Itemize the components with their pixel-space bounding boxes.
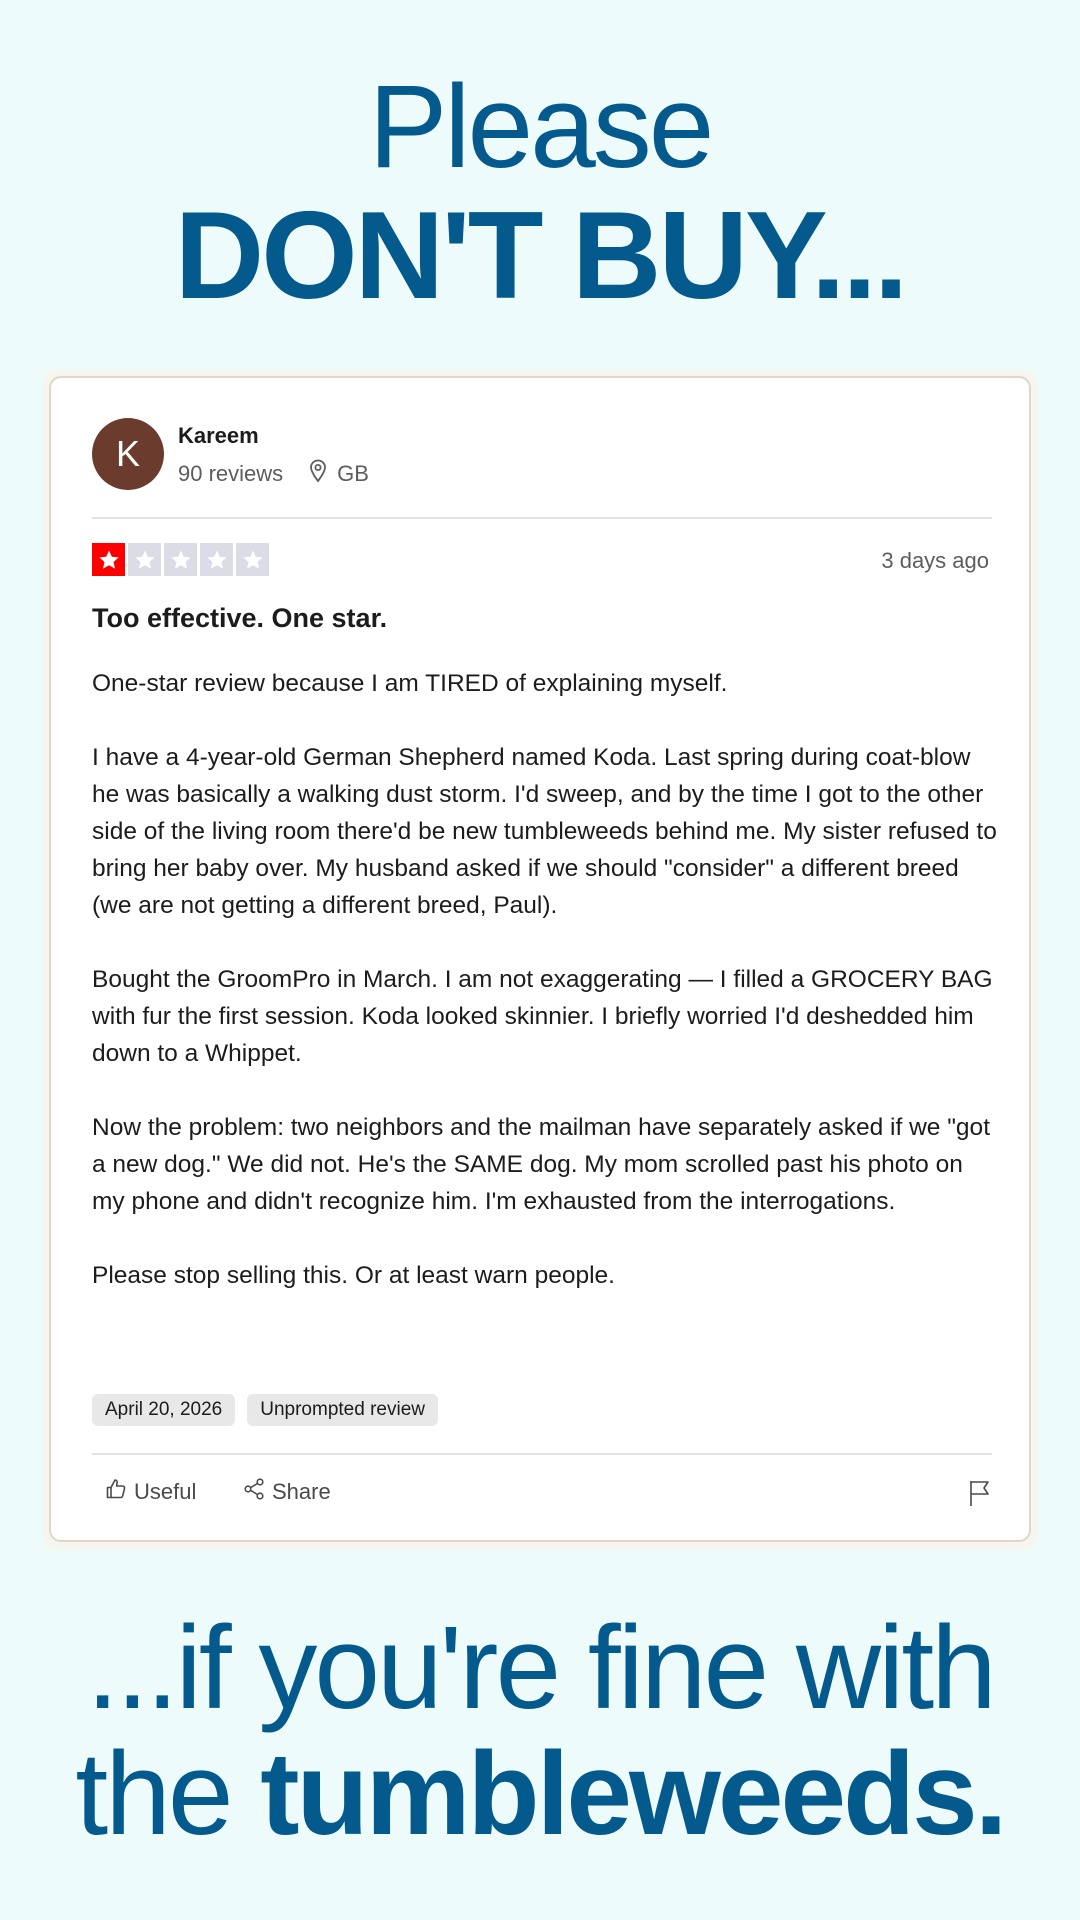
headline-tumbleweeds-line	[0, 1728, 1080, 1860]
headline-dont-buy: DON'T BUY...	[174, 187, 906, 325]
avatar[interactable]: K	[92, 418, 164, 490]
report-flag-icon[interactable]	[968, 1479, 992, 1512]
useful-button[interactable]	[104, 1477, 196, 1507]
star-filled-icon	[92, 543, 125, 576]
thumbs-up-icon	[104, 1477, 128, 1507]
headline-please: Please	[368, 61, 712, 193]
reviewer-country: GB	[337, 461, 369, 486]
review-paragraph: Now the problem: two neighbors and the mailman have separately asked if we "got a new dog." We did not. He's the SAME dog. My mom scrolled past his photo on my phone and didn't recognize him. I'm exhausted from the interrogations.	[92, 1114, 990, 1215]
share-icon	[242, 1477, 266, 1507]
review-count: 90 reviews	[178, 461, 284, 486]
header-divider	[92, 517, 992, 519]
headline-bottom	[0, 1602, 1080, 1860]
reviewer-meta	[178, 459, 369, 489]
star-empty-icon	[164, 543, 197, 576]
review-card	[49, 376, 1031, 1542]
star-empty-icon	[200, 543, 233, 576]
star-empty-icon	[236, 543, 269, 576]
review-paragraph: One-star review because I am TIRED of explaining myself.	[92, 670, 728, 697]
share-button[interactable]	[242, 1477, 331, 1507]
headline-tumbleweeds: tumbleweeds.	[260, 1728, 1005, 1860]
review-paragraph: I have a 4-year-old German Shepherd named Koda. Last spring during coat-blow he was basically a walking dust storm. I'd sweep, and by the time I got to the other side of the living room there'd be new tumbleweeds behind me. My sister refused to bring her baby over. My husband asked if we should "consider" a different breed (we are not getting a different breed, Paul).	[92, 744, 997, 919]
review-tags	[92, 1394, 438, 1426]
useful-label: Useful	[134, 1479, 197, 1504]
star-empty-icon	[128, 543, 161, 576]
location-pin-icon	[309, 459, 327, 489]
headline-if-youre-fine: ...if you're fine with	[86, 1602, 994, 1734]
review-title: Too effective. One star.	[92, 603, 388, 633]
review-paragraph: Bought the GroomPro in March. I am not exaggerating — I filled a GROCERY BAG with fur the first session. Koda looked skinnier. I briefly worried I'd deshedded him down to a Whippet.	[92, 966, 993, 1067]
star-rating	[92, 543, 269, 576]
headline-the: the	[75, 1728, 261, 1860]
review-body	[92, 665, 1002, 1294]
review-paragraph: Please stop selling this. Or at least warn people.	[92, 1262, 615, 1289]
review-date-ago: 3 days ago	[881, 548, 989, 573]
unprompted-tag: Unprompted review	[247, 1394, 438, 1426]
share-label: Share	[272, 1479, 331, 1504]
reviewer-name[interactable]: Kareem	[178, 423, 259, 448]
date-tag: April 20, 2026	[92, 1394, 235, 1426]
footer-divider	[92, 1453, 992, 1455]
review-actions	[92, 1477, 992, 1511]
headline-top	[0, 61, 1080, 325]
